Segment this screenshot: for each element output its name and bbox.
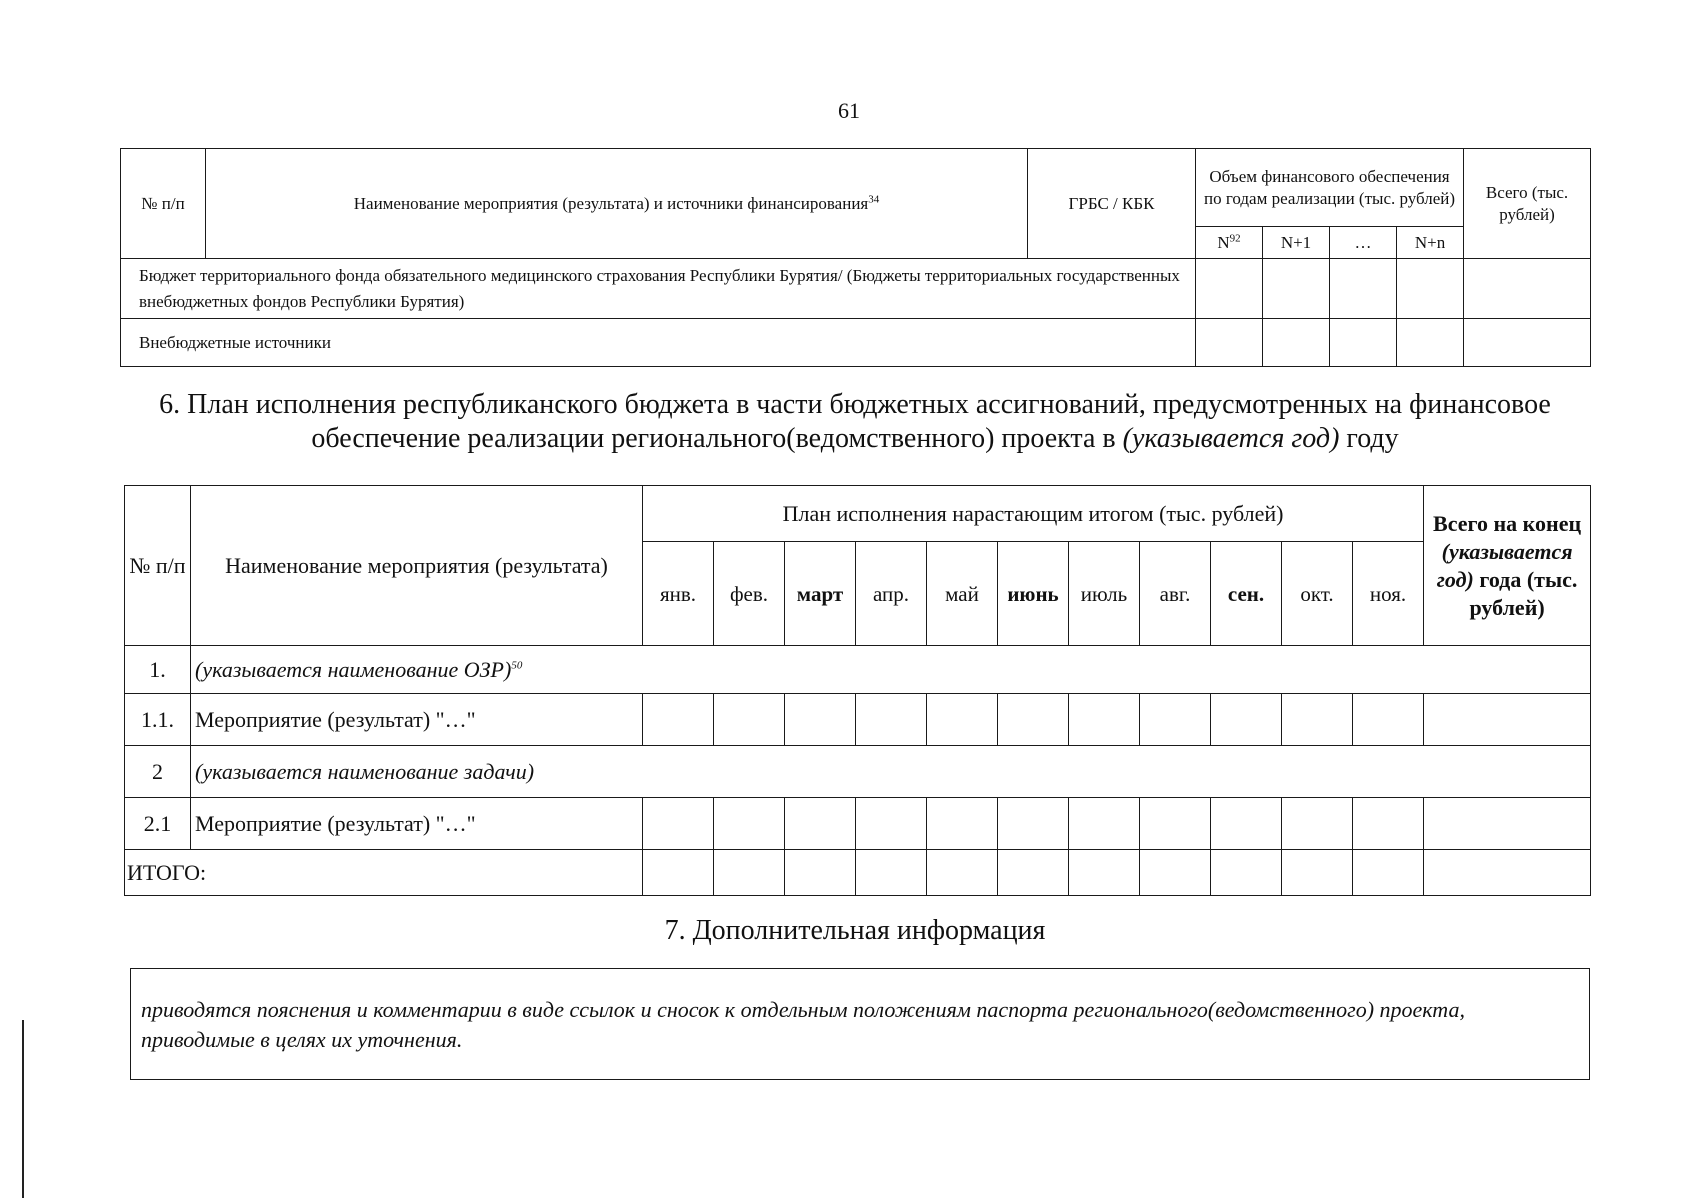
t2-cell <box>643 850 714 896</box>
t2-month-col: апр. <box>856 542 927 646</box>
additional-info-box <box>130 968 1590 1080</box>
t2-cell <box>998 850 1069 896</box>
section-6-heading <box>120 388 1590 456</box>
t2-cell <box>1424 850 1591 896</box>
t2-col-num: № п/п <box>125 486 191 646</box>
t2-month-col: март <box>785 542 856 646</box>
section-7-heading: 7. Дополнительная информация <box>664 915 1046 946</box>
t2-col-name: Наименование мероприятия (результата) <box>191 486 643 646</box>
t2-cell <box>643 694 714 746</box>
t2-cell <box>927 798 998 850</box>
t1-row-label: Внебюджетные источники <box>121 319 1196 367</box>
t2-cell <box>927 850 998 896</box>
total-label: ИТОГО: <box>125 850 643 896</box>
page-number: 61 <box>838 98 860 123</box>
financing-sources-table <box>120 148 1591 367</box>
t2-cell <box>998 694 1069 746</box>
section-6-heading-line1: 6. План исполнения республиканского бюджета в части бюджетных ассигнований, предусмотренных на финансовое <box>159 389 1551 420</box>
t2-month-col: ноя. <box>1353 542 1424 646</box>
t2-cell <box>714 798 785 850</box>
t1-col-volume: Объем финансового обеспечения по годам реализации (тыс. рублей) <box>1196 149 1464 227</box>
row-name: Мероприятие (результат) "…" <box>191 798 643 850</box>
table-section-row <box>125 746 1591 798</box>
t2-cell <box>714 850 785 896</box>
row-name: Мероприятие (результат) "…" <box>191 694 643 746</box>
t1-cell <box>1263 259 1330 319</box>
table-row <box>125 798 1591 850</box>
additional-info-text: приводятся пояснения и комментарии в виде ссылок и сносок к отдельным положениям паспорта регионального(ведомственного) проекта, приводимые в целях их уточнения. <box>141 997 1465 1052</box>
t1-year-col: … <box>1330 227 1397 259</box>
t1-cell <box>1397 259 1464 319</box>
t1-col-name: Наименование мероприятия (результата) и источники финансирования$^{34}$ <box>206 149 1028 259</box>
t2-cell <box>714 694 785 746</box>
table-row <box>121 259 1591 319</box>
row-name: (указывается наименование ОЗР)$^{50}$ <box>191 646 1591 694</box>
t2-cell <box>1353 694 1424 746</box>
t2-cell <box>1282 694 1353 746</box>
t2-cell <box>927 694 998 746</box>
t2-month-col: май <box>927 542 998 646</box>
t2-cell <box>1424 798 1591 850</box>
t1-row-label: Бюджет территориального фонда обязательного медицинского страхования Республики Бурятия/ (Бюджеты территориальных государственных внебюджетных фондов Республики Бурятия) <box>121 259 1196 319</box>
t2-cell <box>1282 798 1353 850</box>
row-number: 1. <box>125 646 191 694</box>
t2-cell <box>1211 694 1282 746</box>
t2-cell <box>1069 694 1140 746</box>
t2-month-col: июль <box>1069 542 1140 646</box>
t2-cell <box>856 850 927 896</box>
t2-cell <box>856 694 927 746</box>
t1-cell <box>1330 259 1397 319</box>
t2-cell <box>1069 850 1140 896</box>
t1-cell <box>1263 319 1330 367</box>
scan-edge-line <box>22 1020 24 1198</box>
t2-month-col: фев. <box>714 542 785 646</box>
t1-cell <box>1196 319 1263 367</box>
t1-cell <box>1397 319 1464 367</box>
t2-col-plan: План исполнения нарастающим итогом (тыс. рублей) <box>643 486 1424 542</box>
t2-cell <box>1140 850 1211 896</box>
t2-month-col: янв. <box>643 542 714 646</box>
t2-col-total: Всего на конец (указывается год) года (тыс. рублей) <box>1424 486 1591 646</box>
t2-cell <box>785 798 856 850</box>
t2-month-col: окт. <box>1282 542 1353 646</box>
row-number: 2 <box>125 746 191 798</box>
row-number: 2.1 <box>125 798 191 850</box>
t2-month-col: сен. <box>1211 542 1282 646</box>
t2-cell <box>998 798 1069 850</box>
row-number: 1.1. <box>125 694 191 746</box>
t1-col-num: № п/п <box>121 149 206 259</box>
t2-cell <box>1069 798 1140 850</box>
t2-cell <box>1140 694 1211 746</box>
table-section-row <box>125 646 1591 694</box>
t2-cell <box>1353 850 1424 896</box>
t2-cell <box>1353 798 1424 850</box>
row-name: (указывается наименование задачи) <box>191 746 1591 798</box>
t2-cell <box>1211 798 1282 850</box>
t1-col-total: Всего (тыс. рублей) <box>1464 149 1591 259</box>
t1-year-col: $N^{92}$ <box>1196 227 1263 259</box>
t1-cell <box>1464 259 1591 319</box>
t2-cell <box>1211 850 1282 896</box>
t2-cell <box>1140 798 1211 850</box>
t1-year-col: N+1 <box>1263 227 1330 259</box>
t2-cell <box>856 798 927 850</box>
section-6-heading-line2: обеспечение реализации регионального(ведомственного) проекта в (указывается год) году <box>311 423 1399 454</box>
table-row-total <box>125 850 1591 896</box>
budget-plan-table <box>124 485 1591 896</box>
table-row <box>121 319 1591 367</box>
t1-cell <box>1330 319 1397 367</box>
t2-cell <box>785 694 856 746</box>
t1-year-col: N+n <box>1397 227 1464 259</box>
table-row <box>125 694 1591 746</box>
t2-cell <box>1424 694 1591 746</box>
t1-cell <box>1196 259 1263 319</box>
t2-month-col: июнь <box>998 542 1069 646</box>
t2-cell <box>643 798 714 850</box>
t1-col-grbs: ГРБС / КБК <box>1028 149 1196 259</box>
t1-cell <box>1464 319 1591 367</box>
t2-cell <box>1282 850 1353 896</box>
t2-month-col: авг. <box>1140 542 1211 646</box>
t2-cell <box>785 850 856 896</box>
